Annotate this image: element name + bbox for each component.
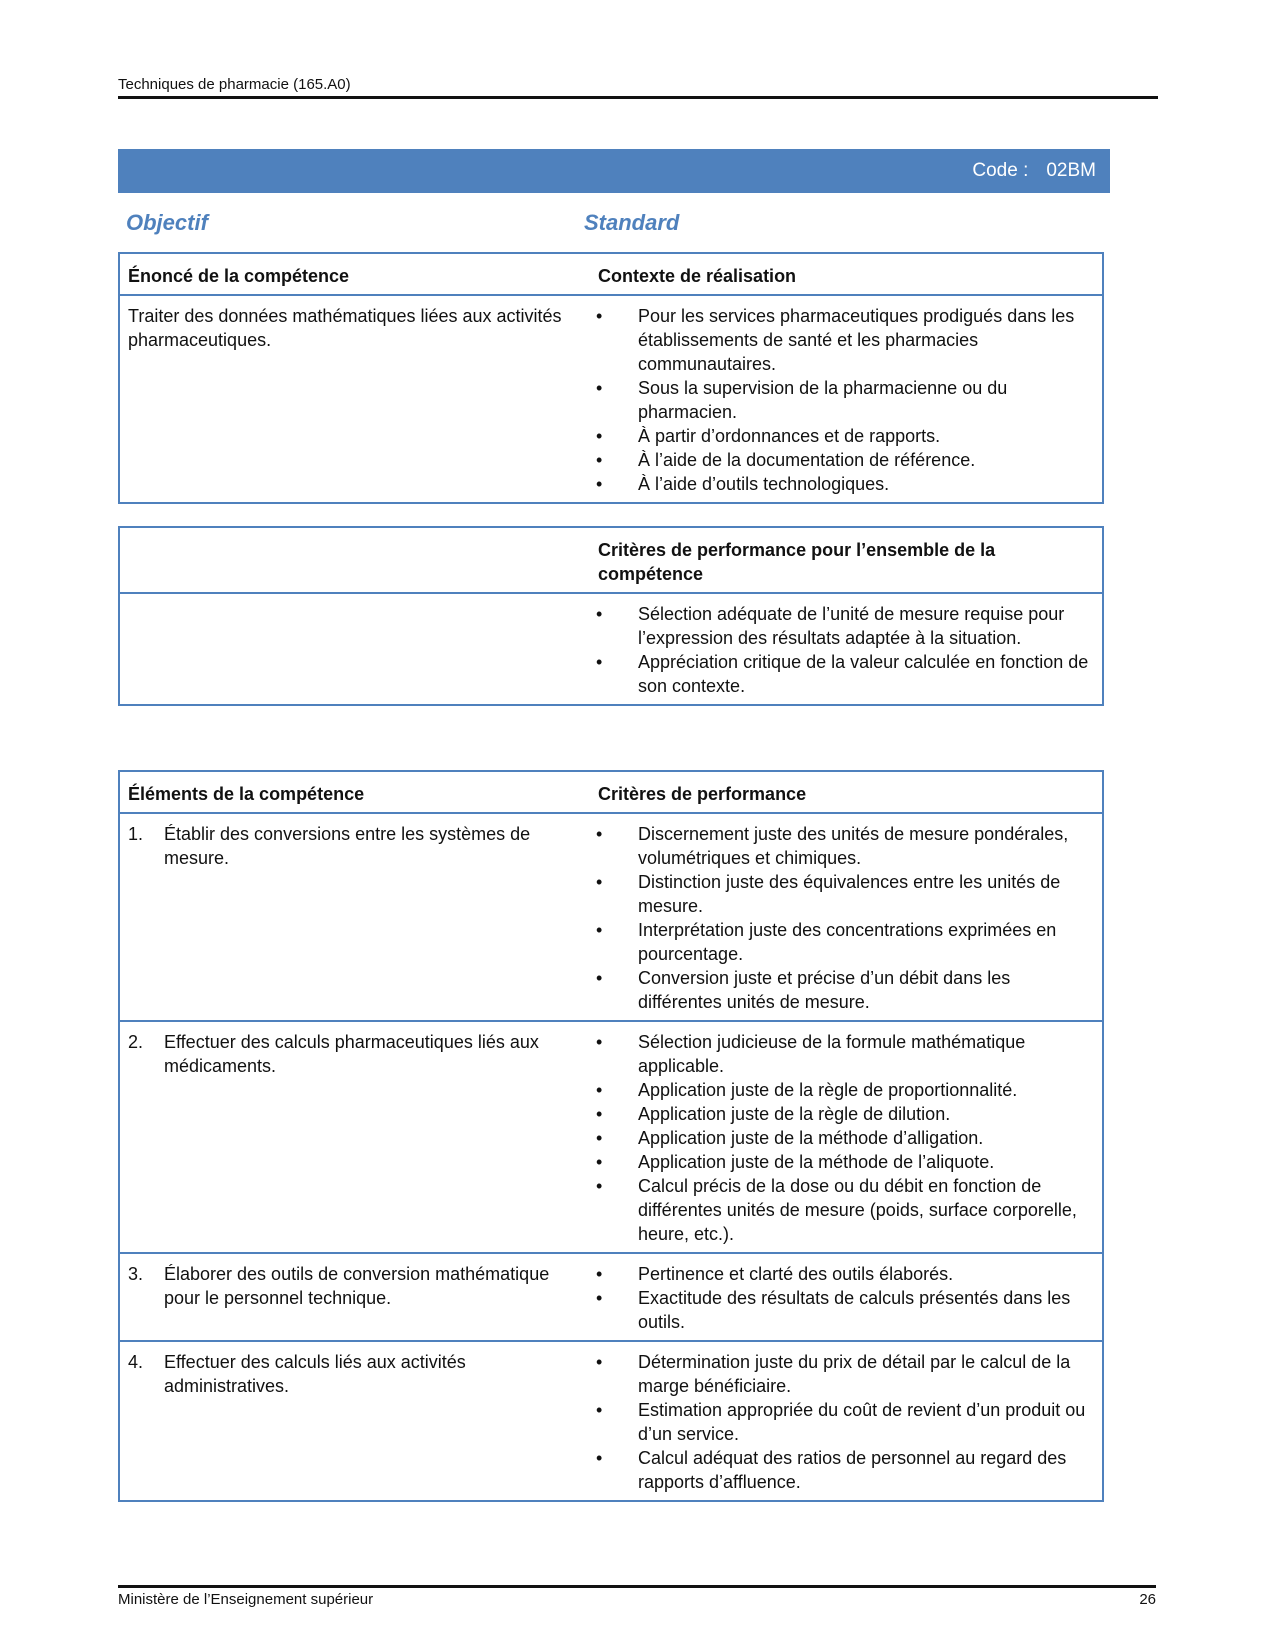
element-item [128, 822, 582, 870]
ministry-name: Ministère de l’Enseignement supérieur [118, 1591, 374, 1608]
page-number: 26 [1139, 1591, 1156, 1608]
list-item: • À partir d’ordonnances et de rapports. [594, 424, 1094, 448]
list-item: • Application juste de la méthode d’alligation. [594, 1126, 1094, 1150]
list-item: • Exactitude des résultats de calculs présentés dans les outils. [594, 1286, 1094, 1334]
page-footer [118, 1591, 1156, 1608]
criteria-list [594, 1030, 1094, 1246]
list-item: • Sélection judicieuse de la formule mathématique applicable. [594, 1030, 1094, 1078]
list-item: • Détermination juste du prix de détail par le calcul de la marge bénéficiaire. [594, 1350, 1094, 1398]
objectif-heading: Objectif [126, 210, 208, 235]
table-row [120, 813, 1102, 1021]
element-item [128, 1350, 582, 1398]
element-text: Effectuer des calculs liés aux activités administratives. [164, 1352, 466, 1396]
list-item: • Sous la supervision de la pharmacienne ou du pharmacien. [594, 376, 1094, 424]
elements-label: Éléments de la compétence [120, 772, 590, 813]
list-item: • Pertinence et clarté des outils élaborés. [594, 1262, 1094, 1286]
element-number: 3. [128, 1264, 144, 1284]
list-item: • Conversion juste et précise d’un débit dans les différentes unités de mesure. [594, 966, 1094, 1014]
list-item: • Calcul adéquat des ratios de personnel au regard des rapports d’affluence. [594, 1446, 1094, 1494]
global-criteria-cell [590, 593, 1102, 704]
table-row [120, 1253, 1102, 1341]
list-item: • Estimation appropriée du coût de revient d’un produit ou d’un service. [594, 1398, 1094, 1446]
list-item: • Interprétation juste des concentrations exprimées en pourcentage. [594, 918, 1094, 966]
criteria-list [594, 1350, 1094, 1494]
list-item: • Application juste de la méthode de l’aliquote. [594, 1150, 1094, 1174]
list-item: • Pour les services pharmaceutiques prodigués dans les établissements de santé et les pharmacies communautaires. [594, 304, 1094, 376]
program-title: Techniques de pharmacie (165.A0) [118, 76, 351, 93]
element-text: Élaborer des outils de conversion mathématique pour le personnel technique. [164, 1264, 550, 1308]
list-item: • Appréciation critique de la valeur calculée en fonction de son contexte. [594, 650, 1094, 698]
element-text: Établir des conversions entre les systèmes de mesure. [164, 824, 531, 868]
standard-heading: Standard [584, 210, 680, 235]
element-text: Effectuer des calculs pharmaceutiques liés aux médicaments. [164, 1032, 539, 1076]
competence-box [118, 252, 1104, 504]
table-row [120, 1021, 1102, 1253]
element-item [128, 1262, 582, 1310]
code-value: 02BM [1046, 160, 1096, 181]
list-item: • Calcul précis de la dose ou du débit en fonction de différentes unités de mesure (poids, surface corporelle, heure, etc.). [594, 1174, 1094, 1246]
list-item: • À l’aide de la documentation de référence. [594, 448, 1094, 472]
code-bar [118, 149, 1110, 193]
elements-box [118, 770, 1104, 1502]
list-item: • Distinction juste des équivalences entre les unités de mesure. [594, 870, 1094, 918]
context-label: Contexte de réalisation [590, 254, 1102, 295]
global-criteria-list [594, 602, 1094, 698]
global-criteria-box [118, 526, 1104, 706]
footer-rule [118, 1585, 1156, 1588]
code-label: Code : [972, 160, 1029, 181]
list-item: • Discernement juste des unités de mesure pondérales, volumétriques et chimiques. [594, 822, 1094, 870]
element-number: 1. [128, 824, 144, 844]
context-cell [590, 295, 1102, 502]
criteria-list [594, 822, 1094, 1014]
table-row [120, 1341, 1102, 1500]
element-number: 4. [128, 1352, 144, 1372]
list-item: • Application juste de la règle de dilution. [594, 1102, 1094, 1126]
page-header [118, 76, 1158, 99]
list-item: • Application juste de la règle de proportionnalité. [594, 1078, 1094, 1102]
list-item: • Sélection adéquate de l’unité de mesure requise pour l’expression des résultats adaptée à la situation. [594, 602, 1094, 650]
element-item [128, 1030, 582, 1078]
statement-label: Énoncé de la compétence [120, 254, 590, 295]
element-number: 2. [128, 1032, 144, 1052]
list-item: • À l’aide d’outils technologiques. [594, 472, 1094, 496]
context-list [594, 304, 1094, 496]
criteria-list [594, 1262, 1094, 1334]
global-criteria-label: Critères de performance pour l’ensemble de la compétence [590, 528, 1102, 593]
performance-criteria-label: Critères de performance [590, 772, 1102, 813]
statement-text: Traiter des données mathématiques liées aux activités pharmaceutiques. [128, 306, 562, 350]
